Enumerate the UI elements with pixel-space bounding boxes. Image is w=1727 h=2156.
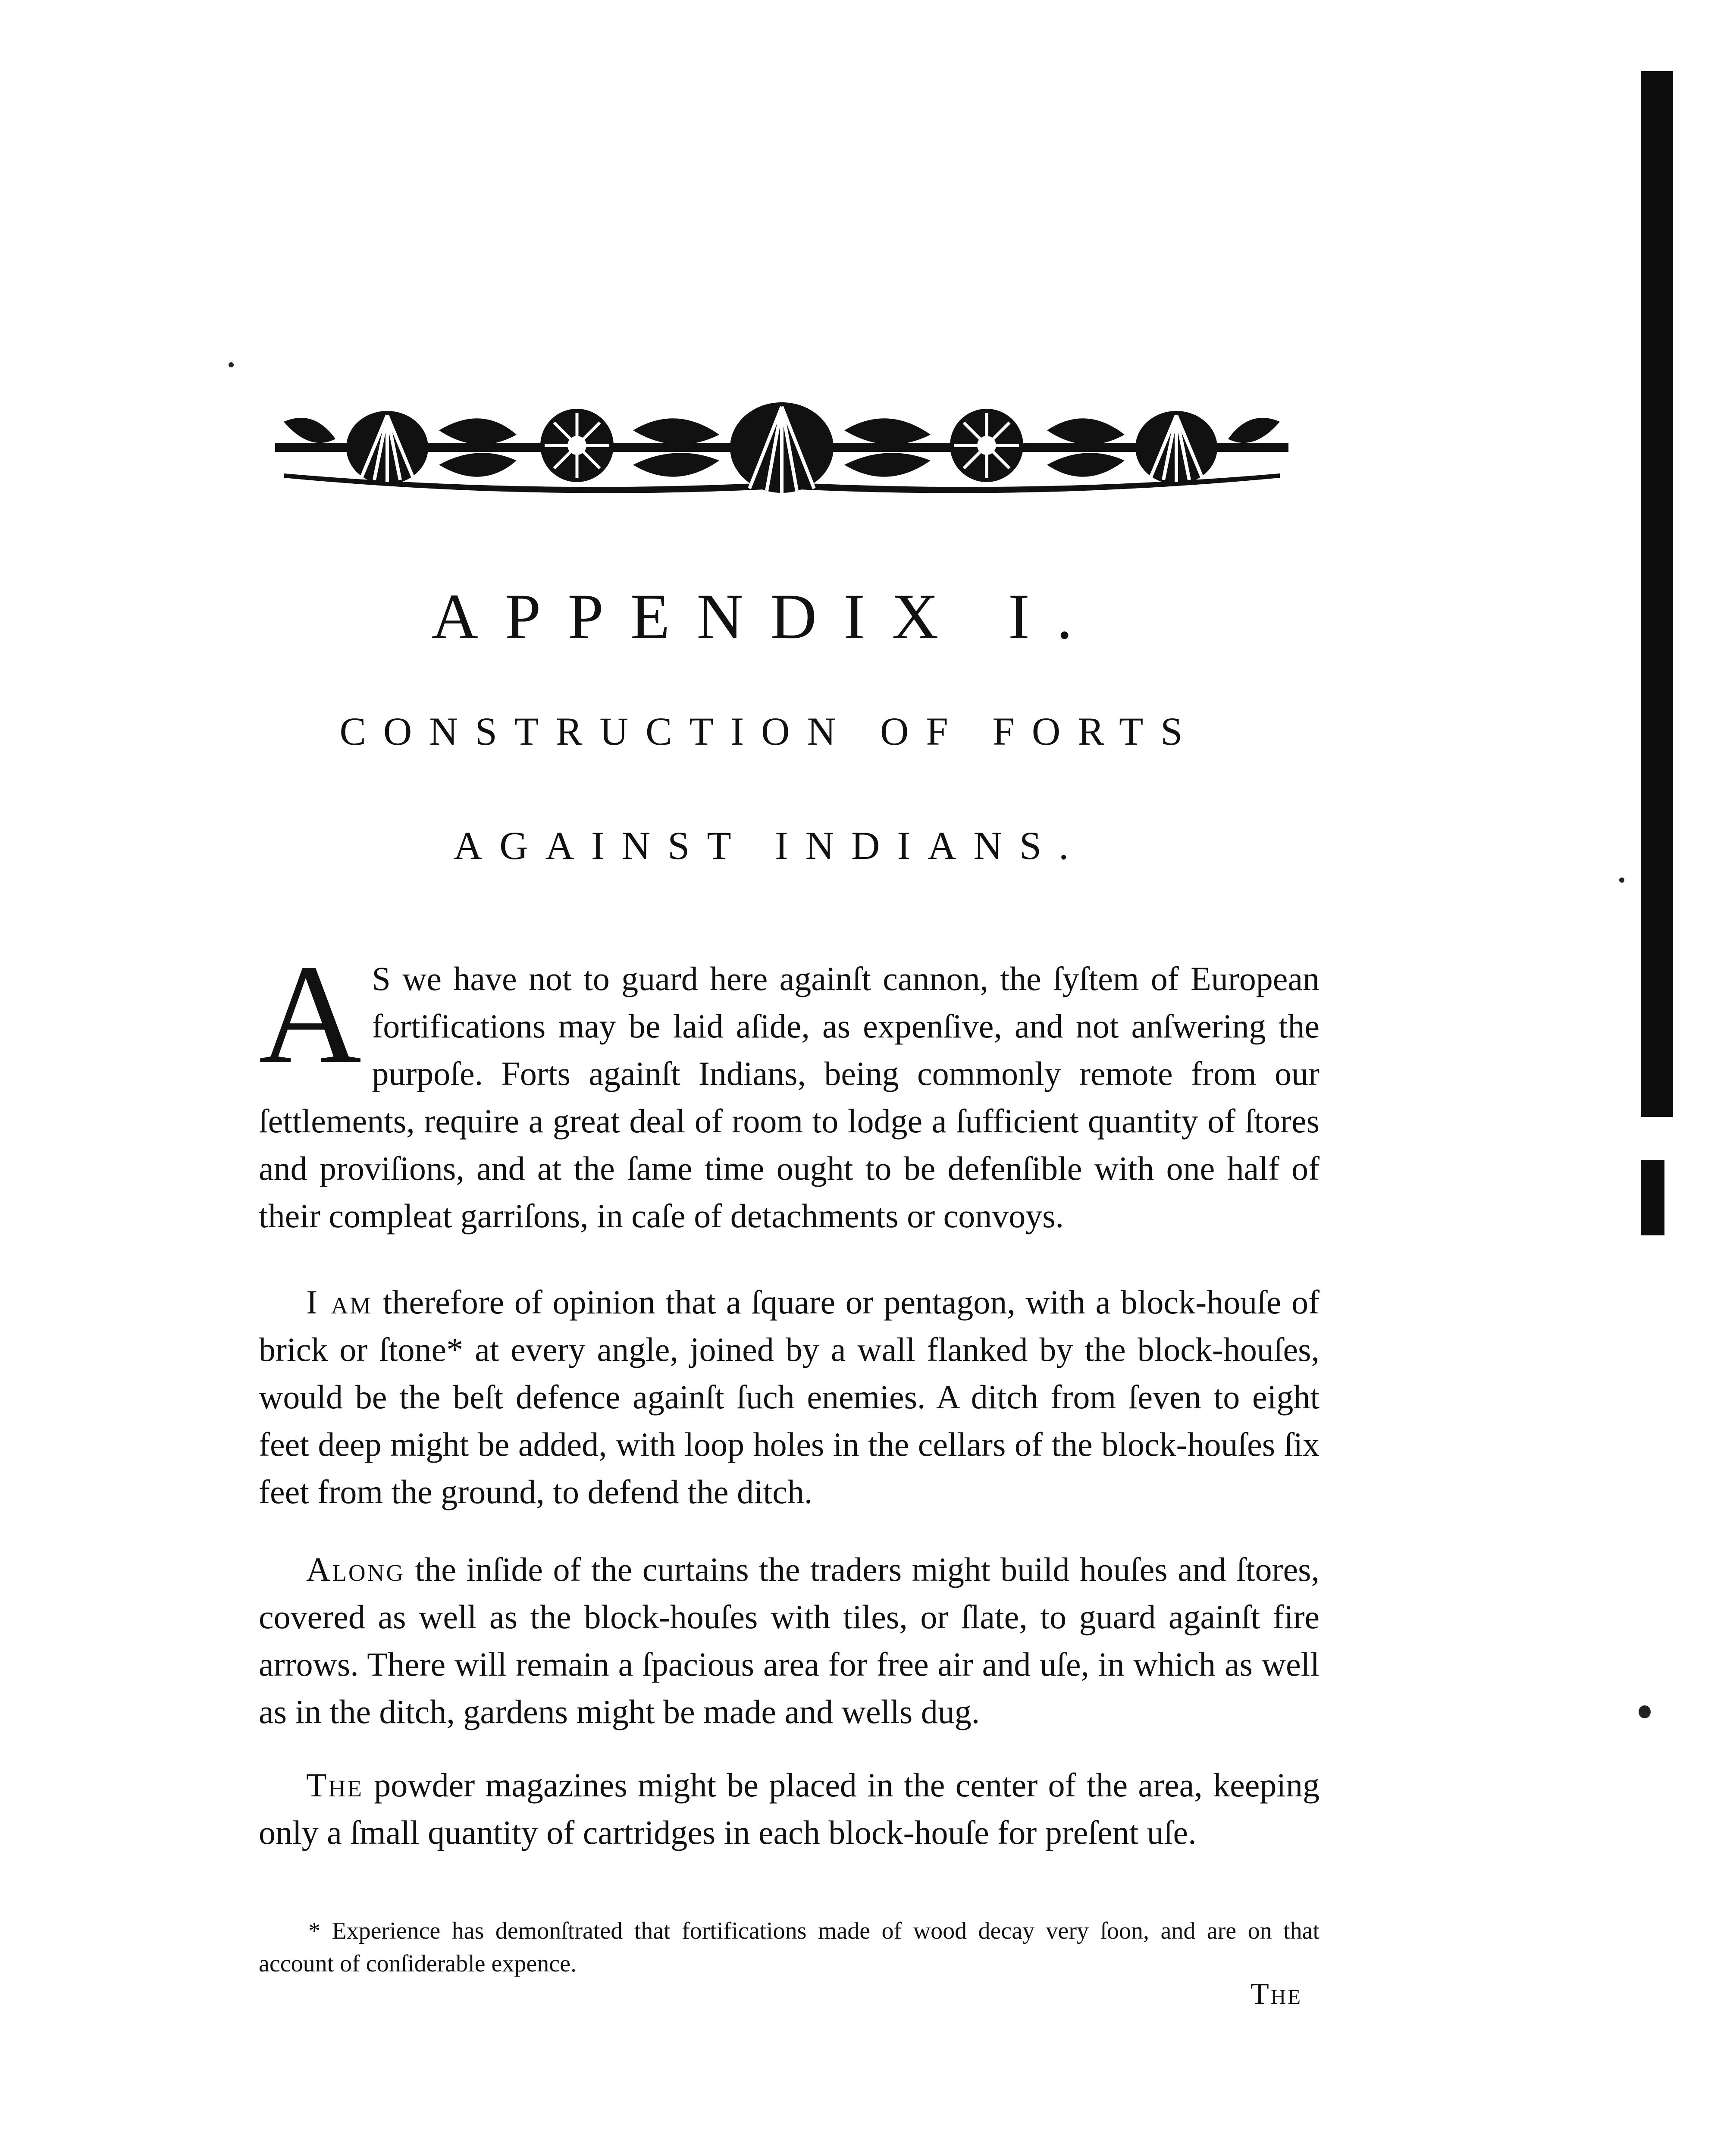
scan-edge-bar [1641,71,1673,1117]
paragraph-2-text: therefore of opinion that a ſquare or pentagon, with a block-houſe of brick or ſtone* at every angle, joined by a wall flanked by the block-houſes, would be the beſt defence againſt ſuch enemies. A ditch from ſeven to eight feet deep might be added, with loop holes in the cellars of the block-houſes ſix feet from the ground, to defend the ditch. [259,1283,1320,1510]
drop-cap: A [259,936,362,1093]
footnote: * Experience has demonſtrated that fortifications made of wood decay very ſoon, and are on that account of conſiderable expence. [259,1918,1320,1977]
paragraph-3-text: the inſide of the curtains the traders might build houſes and ſtores, covered as well as the block-houſes with tiles, or ſlate, to guard againſt fire arrows. There will remain a ſpacious area for free air and uſe, in which as well as in the ditch, gardens might be made and wells dug. [259,1551,1320,1730]
paragraph-2-lead: I am [306,1283,373,1321]
scan-speck [229,362,234,367]
paragraph-3 [259,1546,1320,1736]
subtitle-line-2: AGAINST INDIANS. [453,824,1086,868]
subtitle-line-1: CONSTRUCTION OF FORTS [339,709,1200,753]
scan-speck [1619,877,1624,883]
appendix-title: APPENDIX I. [431,581,1100,652]
paragraph-1-text: S we have not to guard here againſt cannon, the ſyſtem of European fortifications may be laid aſide, as expenſive, and not anſwering the purpoſe. Forts againſt Indians, being commonly remote from our ſettlements, require a great deal of room to lodge a ſufficient quantity of ſtores and proviſions, and at the ſame time ought to be defenſible with one half of their compleat garriſons, in caſe of detachments or convoys. [259,960,1320,1235]
scan-speck [1639,1705,1651,1718]
paragraph-4-text: powder magazines might be placed in the center of the area, keeping only a ſmall quantity of cartridges in each block-houſe for preſent uſe. [259,1766,1320,1851]
catchword: The [1251,1977,1303,2011]
scan-edge-mark [1641,1160,1664,1235]
paragraph-4 [259,1761,1320,1856]
paragraph-4-lead: The [306,1766,364,1804]
paragraph-3-lead: Along [306,1551,405,1588]
paragraph-1 [259,936,1320,1240]
paragraph-2 [259,1279,1320,1516]
ornament-headpiece [275,396,1288,504]
